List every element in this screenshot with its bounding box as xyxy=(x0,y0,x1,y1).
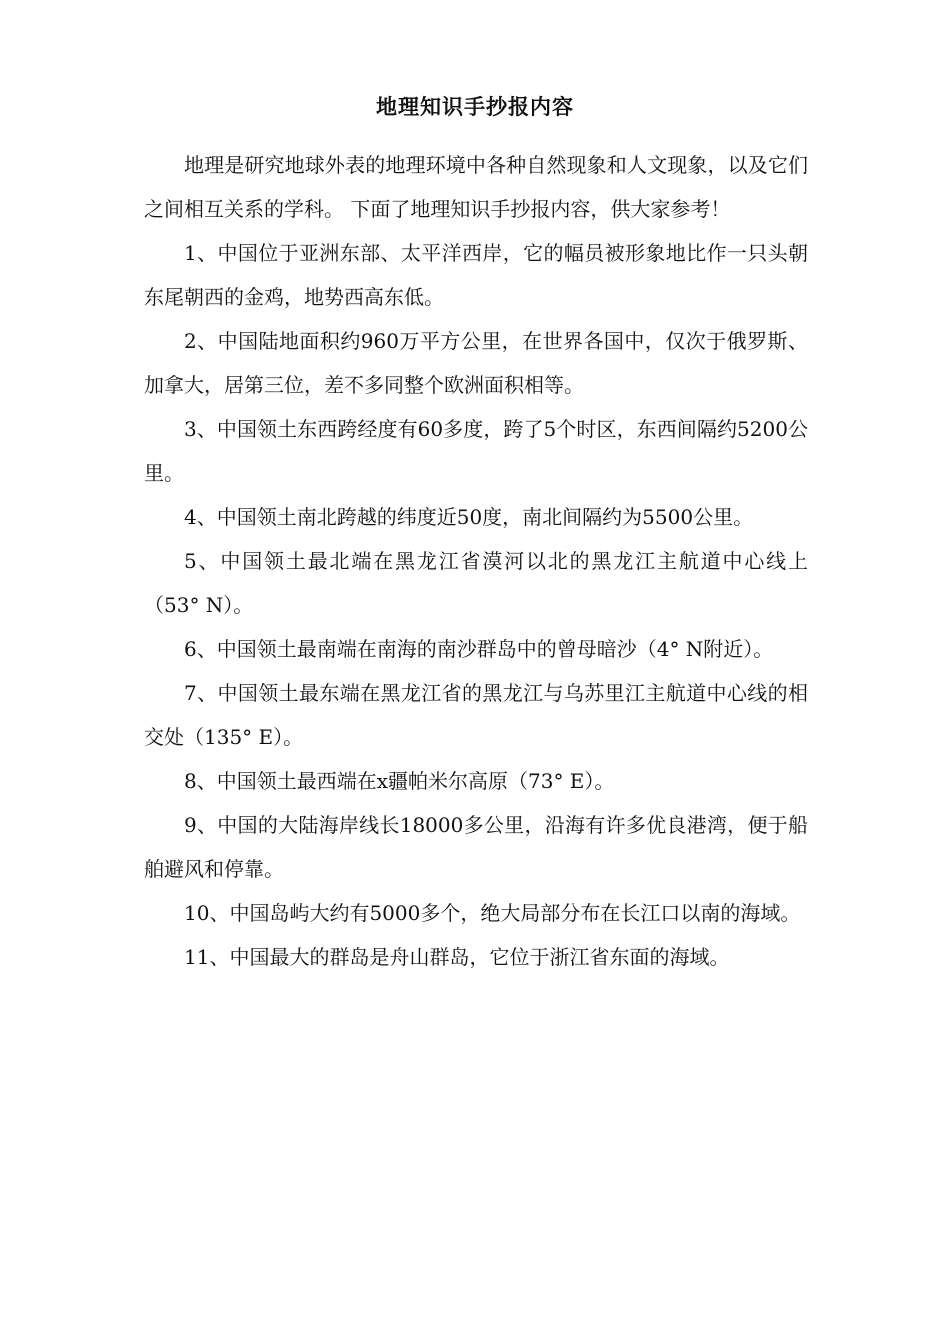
fact-paragraph-4: 4、中国领土南北跨越的纬度近50度，南北间隔约为5500公里。 xyxy=(184,505,754,529)
fact-paragraph-8: 8、中国领土最西端在x疆帕米尔高原（73° E）。 xyxy=(184,769,615,793)
fact-paragraph-9: 9、中国的大陆海岸线长18000多公里，沿海有许多优良港湾，便于船舶避风和停靠。 xyxy=(144,813,808,881)
fact-paragraph-11: 11、中国最大的群岛是舟山群岛，它位于浙江省东面的海域。 xyxy=(184,945,730,969)
intro-paragraph: 地理是研究地球外表的地理环境中各种自然现象和人文现象，以及它们之间相互关系的学科。 下面了地理知识手抄报内容，供大家参考！ xyxy=(144,153,808,221)
document-body xyxy=(144,143,808,979)
document-title: 地理知识手抄报内容 xyxy=(376,95,574,119)
fact-paragraph-2: 2、中国陆地面积约960万平方公里，在世界各国中，仅次于俄罗斯、加拿大，居第三位，差不多同整个欧洲面积相等。 xyxy=(144,329,808,397)
fact-paragraph-7: 7、中国领土最东端在黑龙江省的黑龙江与乌苏里江主航道中心线的相交处（135° E）。 xyxy=(144,681,808,749)
fact-paragraph-6: 6、中国领土最南端在南海的南沙群岛中的曾母暗沙（4° N附近）。 xyxy=(184,637,774,661)
fact-paragraph-3: 3、中国领土东西跨经度有60多度，跨了5个时区，东西间隔约5200公里。 xyxy=(144,417,808,485)
fact-paragraph-1: 1、中国位于亚洲东部、太平洋西岸，它的幅员被形象地比作一只头朝东尾朝西的金鸡，地势西高东低。 xyxy=(144,241,808,309)
fact-paragraph-5: 5、中国领土最北端在黑龙江省漠河以北的黑龙江主航道中心线上（53° N）。 xyxy=(144,549,808,617)
fact-paragraph-10: 10、中国岛屿大约有5000多个，绝大局部分布在长江口以南的海域。 xyxy=(184,901,801,925)
